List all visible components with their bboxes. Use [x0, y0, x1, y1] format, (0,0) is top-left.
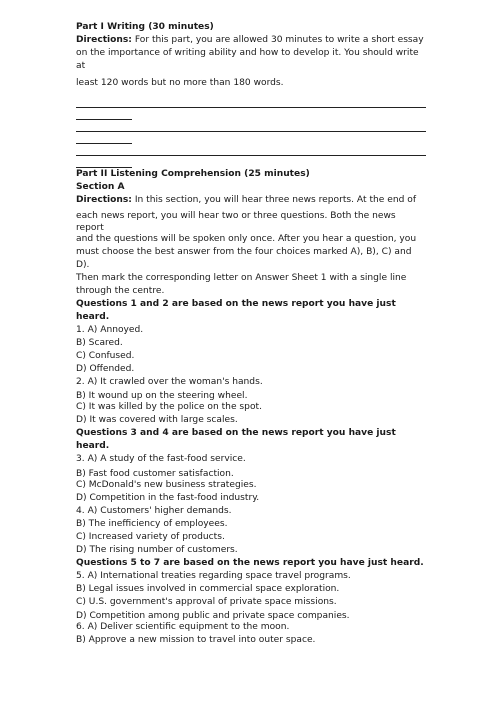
answer-option: C) Confused.	[76, 350, 135, 361]
part2-title: Part II Listening Comprehension (25 minutes)	[76, 169, 310, 179]
writing-line[interactable]	[76, 144, 426, 156]
answer-option: 3. A) A study of the fast-food service.	[76, 453, 246, 464]
writing-line[interactable]	[76, 108, 132, 120]
writing-lines[interactable]	[76, 96, 426, 168]
part2-directions	[76, 194, 426, 207]
question-group-heading: Questions 5 to 7 are based on the news report you have just heard.	[76, 557, 424, 568]
part1-directions-line: For this part, you are allowed 30 minutes to write a short essay	[131, 35, 424, 45]
answer-option: C) McDonald's new business strategies.	[76, 480, 257, 490]
writing-line[interactable]	[76, 156, 132, 168]
answer-option: D) The rising number of customers.	[76, 544, 238, 555]
answer-option: 5. A) International treaties regarding space travel programs.	[76, 570, 351, 581]
question-group-heading: Questions 1 and 2 are based on the news report you have just heard.	[76, 298, 396, 322]
part1-directions-line: on the importance of writing ability and how to develop it. You should write at	[76, 48, 419, 71]
answer-option: B) The inefficiency of employees.	[76, 518, 228, 529]
part2-directions-line: In this section, you will hear three news reports. At the end of	[131, 195, 417, 205]
answer-option: C) U.S. government's approval of private space missions.	[76, 596, 337, 607]
part1-title: Part I Writing (30 minutes)	[76, 22, 214, 32]
part2-directions-line: Then mark the corresponding letter on Answer Sheet 1 with a single line	[76, 272, 407, 283]
part2-directions-line: and the questions will be spoken only once. After you hear a question, you	[76, 234, 417, 244]
directions-label: Directions:	[76, 195, 132, 205]
answer-option: B) Legal issues involved in commercial space exploration.	[76, 583, 340, 594]
answer-option: C) It was killed by the police on the spot.	[76, 402, 262, 412]
answer-option: 4. A) Customers' higher demands.	[76, 505, 232, 516]
writing-line[interactable]	[76, 132, 132, 144]
writing-line[interactable]	[76, 120, 426, 132]
section-a-heading: Section A	[76, 182, 125, 192]
answer-option: D) Competition among public and private space companies.	[76, 610, 350, 621]
answer-option: B) Approve a new mission to travel into outer space.	[76, 634, 316, 645]
answer-option: B) Scared.	[76, 337, 123, 348]
question-group-heading: Questions 3 and 4 are based on the news report you have just heard.	[76, 427, 396, 451]
part1-directions-line: least 120 words but no more than 180 words.	[76, 78, 284, 88]
answer-option: 2. A) It crawled over the woman's hands.	[76, 376, 263, 387]
part2-directions-line: through the centre.	[76, 285, 165, 296]
part2-directions-line: must choose the best answer from the four choices marked A), B), C) and D).	[76, 246, 412, 270]
part1-directions	[76, 34, 426, 47]
answer-option: D) It was covered with large scales.	[76, 414, 238, 425]
answer-option: C) Increased variety of products.	[76, 531, 225, 542]
directions-label: Directions:	[76, 35, 132, 45]
answer-option: B) It wound up on the steering wheel.	[76, 390, 248, 401]
answer-option: D) Offended.	[76, 363, 135, 374]
answer-option: B) Fast food customer satisfaction.	[76, 468, 234, 479]
answer-option: 6. A) Deliver scientific equipment to the moon.	[76, 622, 290, 632]
answer-option: 1. A) Annoyed.	[76, 324, 144, 335]
part2-directions-line: each news report, you will hear two or three questions. Both the news report	[76, 211, 396, 233]
writing-line[interactable]	[76, 96, 426, 108]
answer-option: D) Competition in the fast-food industry.	[76, 492, 260, 503]
document-page	[76, 21, 426, 647]
